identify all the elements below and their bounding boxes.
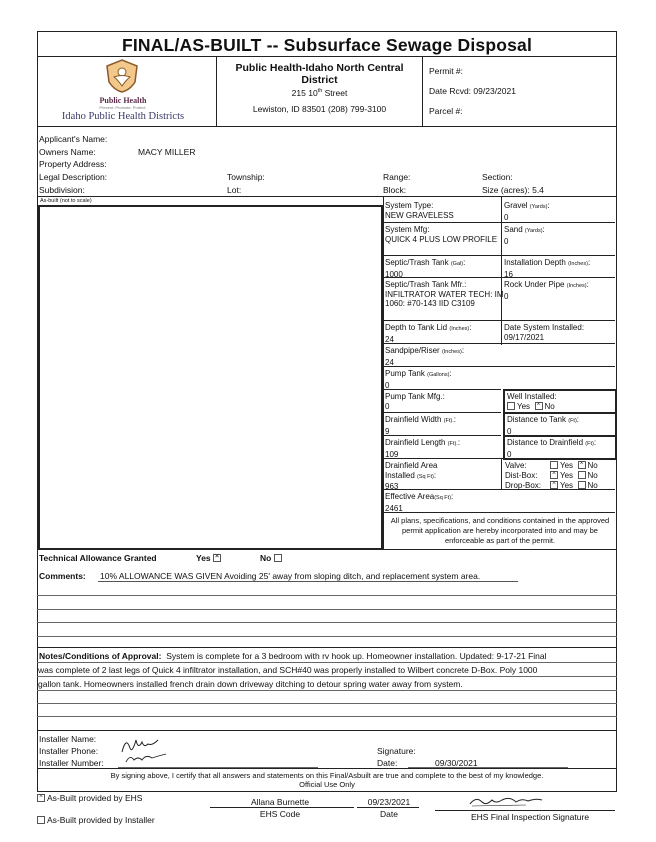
district-name — [217, 62, 422, 86]
technical-yes — [196, 553, 223, 563]
gravel: Gravel (Yards): 0 — [504, 201, 616, 222]
technical-no-checkbox[interactable] — [274, 554, 282, 562]
installer-name-label: Installer Name: — [39, 734, 97, 744]
df-width-label: Drainfield Width — [385, 415, 442, 424]
tank-label: Septic/Trash Tank — [385, 258, 449, 267]
installation-depth: Installation Depth (Inches): 16 — [504, 258, 616, 279]
sandpipe-label: Sandpipe/Riser — [385, 346, 440, 355]
notes-label: Notes/Conditions of Approval: — [39, 651, 162, 661]
valve-no-checkbox[interactable] — [578, 461, 586, 469]
effective-area: Effective Area(Sq Ft): 2461 — [385, 492, 505, 513]
technical-yes-label: Yes — [196, 553, 211, 563]
permit-disclaimer: All plans, specifications, and conditions contained in the approved permit application are hereby incorporated into and may be enforceable as part of the permit. — [390, 516, 610, 545]
dropbox-no-label: No — [587, 481, 598, 490]
block-label: Block: — [383, 185, 407, 195]
sand-unit: (Yards) — [524, 228, 543, 234]
date-installed-label: Date System Installed: — [504, 323, 585, 332]
installer-phone-label: Installer Phone: — [39, 746, 99, 756]
range-label: Range: — [383, 172, 411, 182]
inspection-signature-label: EHS Final Inspection Signature — [470, 812, 590, 822]
notes-line2: was complete of 2 last legs of Quick 4 infiltrator installation, and SCH#40 was properly installed to Wilbert concrete D-Box. Poly 1000 — [38, 665, 538, 675]
district-street — [217, 88, 422, 98]
df-width-unit: (Ft). — [443, 418, 454, 424]
dist-tank-label: Distance to Tank — [507, 415, 566, 424]
system-mfg-value: QUICK 4 PLUS LOW PROFILE — [385, 234, 498, 244]
installer-date-label: Date: — [377, 758, 398, 768]
tank-size: Septic/Trash Tank (Gal): 1000 — [385, 258, 505, 279]
ehs-name: Allana Burnette — [250, 797, 310, 807]
legal-description-label: Legal Description: — [39, 172, 108, 182]
df-area-label2: Installed — [385, 470, 415, 480]
ehs-provided-checkbox[interactable] — [37, 794, 45, 802]
dropbox-yes-label: Yes — [560, 481, 574, 490]
owners-name-value: MACY MILLER — [138, 147, 196, 157]
sand: Sand (Yards): 0 — [504, 225, 616, 246]
gravel-value: 0 — [504, 212, 509, 222]
sand-label: Sand — [504, 225, 523, 234]
distance-to-tank: Distance to Tank (Ft): 0 — [507, 415, 619, 436]
dropbox-row — [505, 481, 598, 491]
pump-tank-label: Pump Tank — [385, 369, 425, 378]
df-area-unit: (Sq Ft) — [417, 473, 434, 480]
dist-df-unit: (Ft) — [585, 441, 594, 447]
ehs-provided — [37, 793, 142, 803]
certify-statement: By signing above, I certify that all answers and statements on this Final/Asbuilt are true and complete to the best of my knowledge. — [110, 771, 544, 780]
valve-yes-checkbox[interactable] — [550, 461, 558, 469]
asbuilt-label: As-built (not to scale) — [40, 198, 92, 204]
eff-area-value: 2461 — [385, 503, 403, 513]
rock-under-pipe: Rock Under Pipe (Inches): 0 — [504, 280, 616, 301]
install-depth-unit: (Inches) — [568, 261, 588, 267]
tank-value: 1000 — [385, 269, 403, 279]
eff-area-unit: (Sq Ft) — [434, 495, 452, 501]
logo-tagline: Prevent. Promote. Protect. — [99, 105, 147, 110]
well-yes-checkbox[interactable] — [507, 402, 515, 410]
date-installed — [504, 323, 616, 342]
form-title: FINAL/AS-BUILT -- Subsurface Sewage Disposal — [121, 35, 533, 55]
tank-mfr-value: INFILTRATOR WATER TECH: IM 1060: #70-143 IID C3109 — [385, 289, 504, 308]
district-name-line2: District — [301, 74, 338, 86]
parcel-number — [429, 106, 463, 116]
installer-date-value: 09/30/2021 — [435, 758, 478, 768]
install-depth-value: 16 — [504, 269, 513, 279]
installer-signature-image — [118, 732, 180, 766]
pump-mfg-label: Pump Tank Mfg.: — [385, 392, 445, 401]
installer-signature-label: Signature: — [377, 746, 416, 756]
logo-org: Idaho Public Health Districts — [61, 111, 185, 122]
df-area-label: Drainfield Area — [385, 461, 438, 470]
footer-date-label: Date — [380, 809, 398, 819]
df-length-value: 109 — [385, 449, 399, 459]
installer-provided — [37, 815, 155, 825]
distbox-yes-label: Yes — [560, 471, 574, 480]
system-type-value: NEW GRAVELESS — [385, 210, 454, 220]
well-installed — [507, 392, 619, 411]
parcel-label: Parcel #: — [429, 106, 463, 116]
subdivision-label: Subdivision: — [39, 185, 85, 195]
date-rcvd — [429, 86, 516, 96]
distance-to-drainfield: Distance to Drainfield (Ft): 0 — [507, 438, 619, 459]
distbox-no-checkbox[interactable] — [578, 471, 586, 479]
owners-name-label: Owners Name: — [39, 147, 96, 157]
well-yes-label: Yes — [517, 401, 531, 411]
technical-no-label: No — [260, 553, 272, 563]
tank-mfr — [385, 280, 505, 309]
valve-no-label: No — [587, 461, 598, 470]
ehs-signature-image — [466, 794, 546, 810]
df-length-label: Drainfield Length — [385, 438, 446, 447]
pump-tank-mfg — [385, 392, 505, 411]
street-name: Street — [322, 88, 348, 98]
system-type — [385, 201, 505, 220]
install-depth-label: Installation Depth — [504, 258, 566, 267]
well-label: Well Installed: — [507, 392, 557, 401]
pump-tank-value: 0 — [385, 380, 390, 390]
notes-line1 — [39, 651, 547, 661]
notes-line3: gallon tank. Homeowners installed french drain down driveway ditching to detour spring water away from system. — [38, 679, 463, 689]
drainfield-width: Drainfield Width (Ft).: 9 — [385, 415, 505, 436]
comments-value: 10% ALLOWANCE WAS GIVEN Avoiding 25' away from sloping ditch, and replacement system area. — [100, 571, 481, 581]
gravel-unit: (Yards) — [529, 204, 548, 210]
depth-to-lid: Depth to Tank Lid (Inches): 24 — [385, 323, 505, 344]
well-no-label: No — [544, 401, 555, 411]
sandpipe-riser: Sandpipe/Riser (Inches): 24 — [385, 346, 505, 367]
property-address-label: Property Address: — [39, 159, 107, 169]
eff-area-label: Effective Area — [385, 492, 435, 501]
drainfield-length: Drainfield Length (Ft).: 109 — [385, 438, 505, 459]
date-rcvd-label: Date Rcvd: — [429, 86, 472, 96]
size-acres — [482, 185, 544, 195]
street-suffix: th — [317, 88, 323, 95]
dist-tank-unit: (Ft) — [568, 418, 577, 424]
logo-name: Public Health — [99, 96, 147, 105]
section-label: Section: — [482, 172, 513, 182]
rock-value: 0 — [504, 291, 509, 301]
technical-no — [260, 553, 284, 563]
rock-unit: (Inches) — [566, 283, 587, 289]
lot-label: Lot: — [227, 185, 242, 195]
official-use-only: Official Use Only — [299, 780, 355, 789]
ehs-code-label: EHS Code — [259, 809, 301, 819]
permit-number — [429, 66, 463, 76]
date-rcvd-value: 09/23/2021 — [473, 86, 516, 96]
district-city-phone: Lewiston, ID 83501 (208) 799-3100 — [252, 104, 387, 114]
well-no-checkbox[interactable] — [535, 402, 543, 410]
street-number: 215 10 — [291, 88, 318, 98]
df-area-value: 963 — [385, 482, 399, 491]
lid-unit: (Inches) — [449, 326, 470, 332]
tank-mfr-label: Septic/Trash Tank Mfr.: — [385, 280, 467, 289]
system-type-label: System Type: — [385, 201, 434, 210]
comments-label: Comments: — [39, 571, 86, 581]
dropbox-label: Drop-Box: — [505, 481, 542, 490]
valve-label: Valve: — [505, 461, 527, 470]
footer-date-value: 09/23/2021 — [367, 797, 411, 807]
township-label: Township: — [227, 172, 265, 182]
lid-label: Depth to Tank Lid — [385, 323, 448, 332]
valve-yes-label: Yes — [560, 461, 574, 470]
asbuilt-drawing-area — [38, 205, 383, 550]
technical-yes-checkbox[interactable] — [213, 554, 221, 562]
system-mfg — [385, 225, 505, 244]
dist-df-value: 0 — [507, 449, 512, 459]
dist-tank-value: 0 — [507, 426, 512, 436]
drainfield-area: Drainfield Area Installed (Sq Ft): 963 — [385, 461, 505, 492]
distbox-no-label: No — [587, 471, 598, 480]
technical-label: Technical Allowance Granted — [39, 553, 157, 563]
df-length-unit: (Ft). — [447, 441, 458, 447]
distbox-label: Dist-Box: — [505, 471, 538, 480]
size-label: Size (acres): — [482, 185, 530, 195]
sandpipe-value: 24 — [385, 357, 394, 367]
dist-df-label: Distance to Drainfield — [507, 438, 584, 447]
installer-provided-checkbox[interactable] — [37, 816, 45, 824]
tank-unit: (Gal) — [450, 261, 464, 267]
installer-provided-label: As-Built provided by Installer — [47, 815, 155, 825]
rock-label: Rock Under Pipe — [504, 280, 565, 289]
dropbox-no-checkbox[interactable] — [578, 481, 586, 489]
date-installed-value: 09/17/2021 — [504, 332, 545, 342]
lid-value: 24 — [385, 334, 394, 344]
permit-label: Permit #: — [429, 66, 464, 76]
notes-text-line1: System is complete for a 3 bedroom with rv hook up. Homeowner installation. Updated: 9-17-21 Final — [166, 651, 547, 661]
health-logo — [104, 58, 140, 94]
size-value: 5.4 — [532, 185, 544, 195]
technical-allowance — [39, 553, 157, 563]
pump-tank: Pump Tank (Gallons): 0 — [385, 369, 505, 390]
df-width-value: 9 — [385, 426, 390, 436]
sand-value: 0 — [504, 236, 509, 246]
sandpipe-unit: (Inches) — [441, 349, 462, 355]
installer-number-label: Installer Number: — [39, 758, 104, 768]
pump-tank-unit: (Gallons) — [427, 372, 450, 378]
distbox-yes-checkbox[interactable] — [550, 471, 558, 479]
ehs-provided-label: As-Built provided by EHS — [47, 793, 143, 803]
district-name-line1: Public Health-Idaho North Central — [235, 62, 404, 74]
dropbox-yes-checkbox[interactable] — [550, 481, 558, 489]
system-mfg-label: System Mfg: — [385, 225, 430, 234]
pump-mfg-value: 0 — [385, 401, 390, 411]
gravel-label: Gravel — [504, 201, 528, 210]
applicant-name-label: Applicant's Name: — [39, 134, 108, 144]
